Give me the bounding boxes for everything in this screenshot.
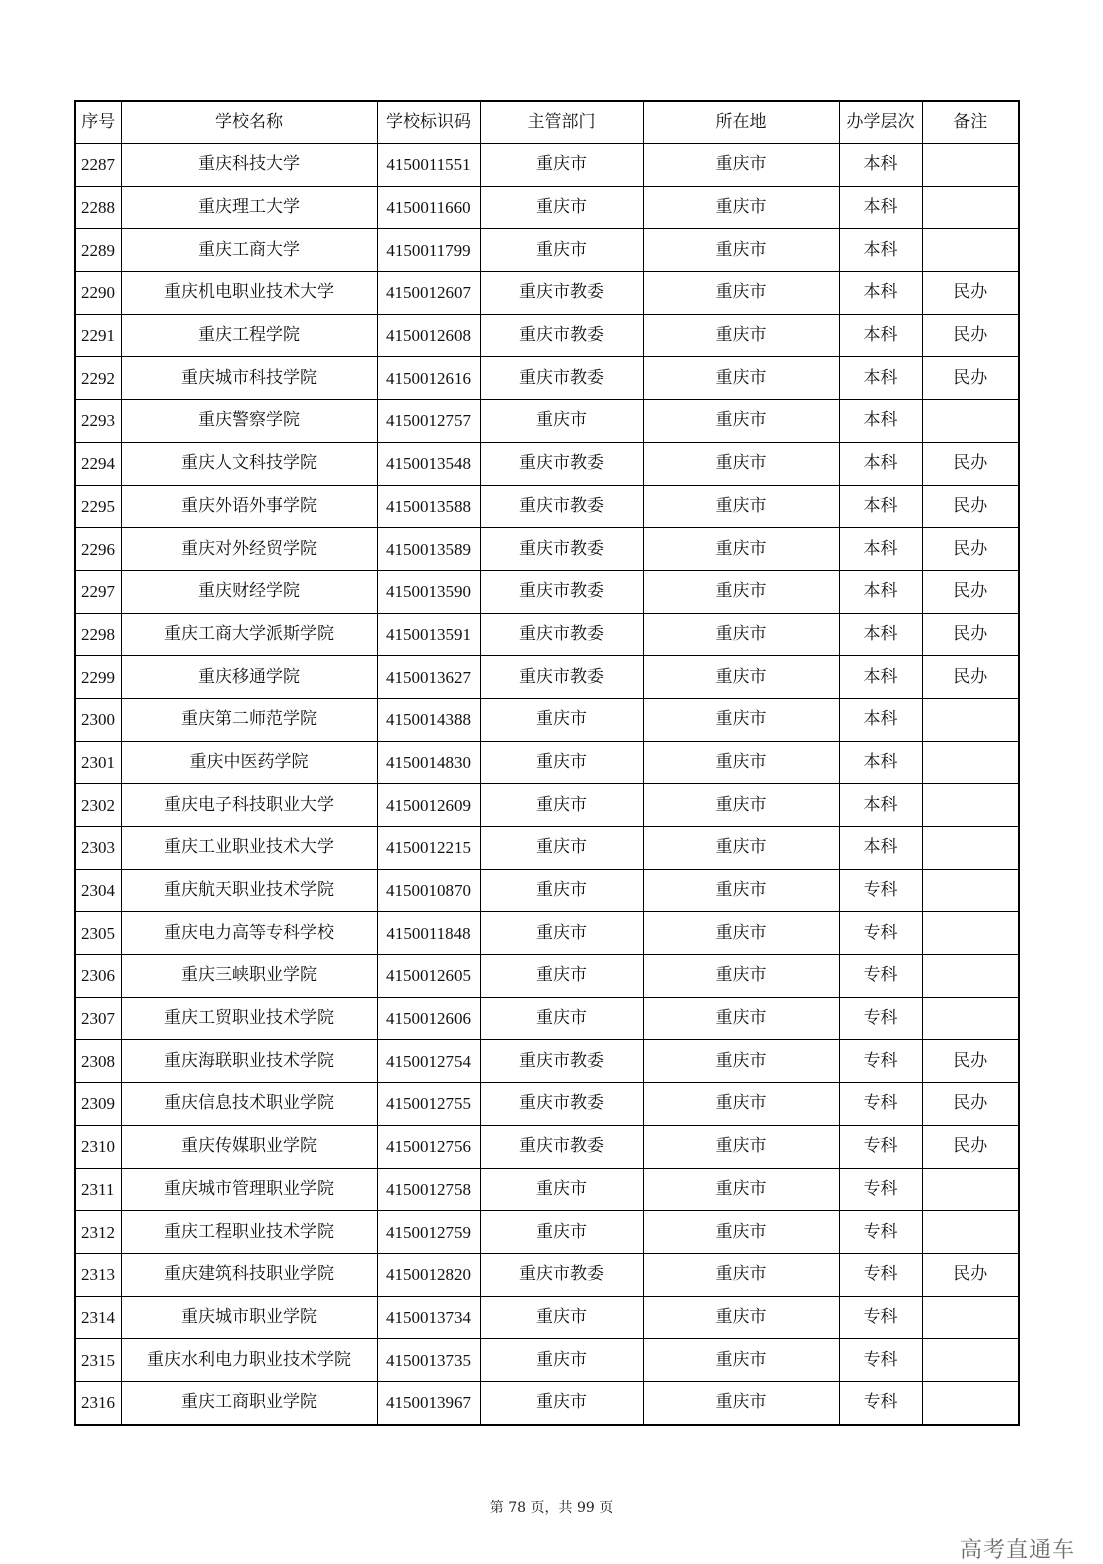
cell-level: 本科 — [839, 442, 922, 485]
cell-level: 本科 — [839, 741, 922, 784]
cell-location: 重庆市 — [643, 997, 839, 1040]
cell-location: 重庆市 — [643, 272, 839, 315]
cell-school-code: 4150012609 — [377, 784, 480, 827]
cell-remarks — [922, 784, 1019, 827]
cell-level: 专科 — [839, 1040, 922, 1083]
table-row — [75, 1168, 1019, 1211]
cell-authority: 重庆市 — [480, 1339, 643, 1382]
cell-school-code: 4150010870 — [377, 869, 480, 912]
cell-remarks: 民办 — [922, 485, 1019, 528]
cell-location: 重庆市 — [643, 1296, 839, 1339]
cell-school-name: 重庆建筑科技职业学院 — [121, 1253, 377, 1296]
cell-location: 重庆市 — [643, 144, 839, 187]
cell-index: 2308 — [75, 1040, 121, 1083]
cell-index: 2310 — [75, 1125, 121, 1168]
cell-index: 2296 — [75, 528, 121, 571]
cell-school-code: 4150012757 — [377, 400, 480, 443]
cell-school-code: 4150012215 — [377, 827, 480, 870]
cell-school-code: 4150012616 — [377, 357, 480, 400]
cell-school-code: 4150012605 — [377, 955, 480, 998]
cell-index: 2302 — [75, 784, 121, 827]
cell-authority: 重庆市 — [480, 186, 643, 229]
cell-level: 专科 — [839, 869, 922, 912]
cell-index: 2316 — [75, 1381, 121, 1424]
cell-index: 2289 — [75, 229, 121, 272]
cell-school-name: 重庆航天职业技术学院 — [121, 869, 377, 912]
table-row — [75, 357, 1019, 400]
table-row — [75, 1211, 1019, 1254]
cell-remarks — [922, 229, 1019, 272]
cell-school-name: 重庆信息技术职业学院 — [121, 1083, 377, 1126]
header-authority: 主管部门 — [480, 101, 643, 144]
table-header-row — [75, 101, 1019, 144]
cell-school-name: 重庆传媒职业学院 — [121, 1125, 377, 1168]
cell-school-code: 4150013590 — [377, 570, 480, 613]
cell-remarks — [922, 1296, 1019, 1339]
cell-level: 专科 — [839, 1381, 922, 1424]
cell-location: 重庆市 — [643, 1253, 839, 1296]
cell-location: 重庆市 — [643, 1125, 839, 1168]
cell-level: 专科 — [839, 1168, 922, 1211]
cell-index: 2309 — [75, 1083, 121, 1126]
cell-index: 2312 — [75, 1211, 121, 1254]
cell-school-name: 重庆工程学院 — [121, 314, 377, 357]
cell-index: 2290 — [75, 272, 121, 315]
cell-school-name: 重庆城市科技学院 — [121, 357, 377, 400]
cell-authority: 重庆市 — [480, 1381, 643, 1424]
cell-authority: 重庆市教委 — [480, 314, 643, 357]
table-row — [75, 997, 1019, 1040]
cell-index: 2292 — [75, 357, 121, 400]
cell-index: 2315 — [75, 1339, 121, 1382]
cell-authority: 重庆市教委 — [480, 656, 643, 699]
cell-school-name: 重庆电子科技职业大学 — [121, 784, 377, 827]
cell-remarks: 民办 — [922, 1253, 1019, 1296]
header-school-name: 学校名称 — [121, 101, 377, 144]
cell-school-name: 重庆工贸职业技术学院 — [121, 997, 377, 1040]
cell-index: 2307 — [75, 997, 121, 1040]
cell-location: 重庆市 — [643, 400, 839, 443]
table-body — [75, 144, 1019, 1425]
cell-school-name: 重庆移通学院 — [121, 656, 377, 699]
cell-level: 专科 — [839, 1339, 922, 1382]
table-row — [75, 827, 1019, 870]
cell-index: 2306 — [75, 955, 121, 998]
cell-school-name: 重庆三峡职业学院 — [121, 955, 377, 998]
cell-level: 本科 — [839, 144, 922, 187]
cell-school-code: 4150012608 — [377, 314, 480, 357]
cell-level: 本科 — [839, 698, 922, 741]
page-number: 第 78 页，共 99 页 — [489, 1500, 614, 1516]
cell-remarks — [922, 741, 1019, 784]
cell-level: 本科 — [839, 357, 922, 400]
cell-remarks — [922, 997, 1019, 1040]
cell-authority: 重庆市教委 — [480, 570, 643, 613]
cell-authority: 重庆市教委 — [480, 1083, 643, 1126]
cell-school-name: 重庆工商大学 — [121, 229, 377, 272]
cell-remarks — [922, 869, 1019, 912]
table-row — [75, 442, 1019, 485]
cell-school-name: 重庆工业职业技术大学 — [121, 827, 377, 870]
cell-location: 重庆市 — [643, 613, 839, 656]
table-row — [75, 314, 1019, 357]
cell-authority: 重庆市 — [480, 1296, 643, 1339]
table-row — [75, 869, 1019, 912]
cell-authority: 重庆市 — [480, 1168, 643, 1211]
cell-level: 专科 — [839, 1253, 922, 1296]
cell-school-name: 重庆水利电力职业技术学院 — [121, 1339, 377, 1382]
cell-location: 重庆市 — [643, 698, 839, 741]
cell-school-name: 重庆人文科技学院 — [121, 442, 377, 485]
cell-authority: 重庆市教委 — [480, 485, 643, 528]
table-row — [75, 613, 1019, 656]
header-school-code: 学校标识码 — [377, 101, 480, 144]
table-row — [75, 1381, 1019, 1424]
cell-remarks — [922, 1381, 1019, 1424]
table-row — [75, 570, 1019, 613]
cell-level: 本科 — [839, 485, 922, 528]
table-row — [75, 784, 1019, 827]
header-remarks: 备注 — [922, 101, 1019, 144]
cell-school-name: 重庆科技大学 — [121, 144, 377, 187]
cell-remarks — [922, 912, 1019, 955]
cell-authority: 重庆市 — [480, 400, 643, 443]
cell-school-code: 4150012606 — [377, 997, 480, 1040]
cell-authority: 重庆市 — [480, 741, 643, 784]
cell-authority: 重庆市 — [480, 1211, 643, 1254]
cell-authority: 重庆市教委 — [480, 613, 643, 656]
watermark: 高考直通车 — [959, 1538, 1075, 1563]
cell-level: 专科 — [839, 997, 922, 1040]
table-row — [75, 272, 1019, 315]
cell-school-name: 重庆海联职业技术学院 — [121, 1040, 377, 1083]
cell-location: 重庆市 — [643, 784, 839, 827]
header-index: 序号 — [75, 101, 121, 144]
cell-level: 本科 — [839, 827, 922, 870]
cell-location: 重庆市 — [643, 1339, 839, 1382]
cell-authority: 重庆市 — [480, 698, 643, 741]
cell-school-code: 4150013967 — [377, 1381, 480, 1424]
cell-location: 重庆市 — [643, 869, 839, 912]
cell-remarks — [922, 827, 1019, 870]
table-row — [75, 144, 1019, 187]
cell-authority: 重庆市教委 — [480, 272, 643, 315]
cell-remarks: 民办 — [922, 1040, 1019, 1083]
cell-remarks — [922, 698, 1019, 741]
table-row — [75, 912, 1019, 955]
cell-location: 重庆市 — [643, 1083, 839, 1126]
cell-index: 2294 — [75, 442, 121, 485]
cell-remarks: 民办 — [922, 1083, 1019, 1126]
cell-location: 重庆市 — [643, 1168, 839, 1211]
cell-index: 2287 — [75, 144, 121, 187]
cell-school-code: 4150012755 — [377, 1083, 480, 1126]
table-row — [75, 186, 1019, 229]
cell-school-name: 重庆工商职业学院 — [121, 1381, 377, 1424]
cell-school-name: 重庆城市职业学院 — [121, 1296, 377, 1339]
cell-level: 本科 — [839, 784, 922, 827]
cell-remarks: 民办 — [922, 314, 1019, 357]
cell-remarks: 民办 — [922, 613, 1019, 656]
cell-index: 2313 — [75, 1253, 121, 1296]
cell-level: 本科 — [839, 570, 922, 613]
cell-authority: 重庆市 — [480, 229, 643, 272]
cell-level: 专科 — [839, 1125, 922, 1168]
cell-index: 2295 — [75, 485, 121, 528]
cell-school-code: 4150013548 — [377, 442, 480, 485]
cell-authority: 重庆市 — [480, 144, 643, 187]
table-row — [75, 400, 1019, 443]
table-row — [75, 1296, 1019, 1339]
cell-school-name: 重庆城市管理职业学院 — [121, 1168, 377, 1211]
table-row — [75, 485, 1019, 528]
cell-location: 重庆市 — [643, 1211, 839, 1254]
cell-level: 本科 — [839, 314, 922, 357]
cell-index: 2303 — [75, 827, 121, 870]
cell-index: 2305 — [75, 912, 121, 955]
cell-level: 本科 — [839, 656, 922, 699]
cell-level: 本科 — [839, 186, 922, 229]
cell-school-name: 重庆电力高等专科学校 — [121, 912, 377, 955]
header-location: 所在地 — [643, 101, 839, 144]
cell-school-code: 4150012756 — [377, 1125, 480, 1168]
cell-index: 2288 — [75, 186, 121, 229]
cell-school-name: 重庆工程职业技术学院 — [121, 1211, 377, 1254]
cell-remarks — [922, 186, 1019, 229]
cell-location: 重庆市 — [643, 1381, 839, 1424]
cell-location: 重庆市 — [643, 186, 839, 229]
cell-remarks: 民办 — [922, 528, 1019, 571]
table-row — [75, 698, 1019, 741]
cell-level: 专科 — [839, 912, 922, 955]
cell-location: 重庆市 — [643, 827, 839, 870]
cell-school-name: 重庆工商大学派斯学院 — [121, 613, 377, 656]
cell-index: 2293 — [75, 400, 121, 443]
cell-authority: 重庆市 — [480, 784, 643, 827]
cell-remarks: 民办 — [922, 570, 1019, 613]
cell-school-code: 4150013589 — [377, 528, 480, 571]
cell-remarks: 民办 — [922, 357, 1019, 400]
cell-level: 专科 — [839, 1211, 922, 1254]
table-row — [75, 1040, 1019, 1083]
cell-index: 2300 — [75, 698, 121, 741]
cell-index: 2311 — [75, 1168, 121, 1211]
cell-level: 专科 — [839, 1296, 922, 1339]
cell-remarks — [922, 955, 1019, 998]
cell-index: 2297 — [75, 570, 121, 613]
cell-school-name: 重庆警察学院 — [121, 400, 377, 443]
cell-location: 重庆市 — [643, 1040, 839, 1083]
cell-school-name: 重庆第二师范学院 — [121, 698, 377, 741]
cell-remarks: 民办 — [922, 1125, 1019, 1168]
cell-school-code: 4150013588 — [377, 485, 480, 528]
cell-location: 重庆市 — [643, 912, 839, 955]
cell-remarks — [922, 1211, 1019, 1254]
cell-level: 专科 — [839, 955, 922, 998]
cell-authority: 重庆市教委 — [480, 1125, 643, 1168]
cell-school-code: 4150014830 — [377, 741, 480, 784]
cell-authority: 重庆市 — [480, 869, 643, 912]
cell-level: 本科 — [839, 400, 922, 443]
cell-location: 重庆市 — [643, 485, 839, 528]
cell-authority: 重庆市 — [480, 912, 643, 955]
cell-school-code: 4150011551 — [377, 144, 480, 187]
cell-index: 2299 — [75, 656, 121, 699]
cell-level: 本科 — [839, 272, 922, 315]
cell-authority: 重庆市教委 — [480, 1040, 643, 1083]
cell-school-code: 4150013734 — [377, 1296, 480, 1339]
cell-location: 重庆市 — [643, 570, 839, 613]
cell-school-code: 4150013627 — [377, 656, 480, 699]
table-row — [75, 229, 1019, 272]
cell-location: 重庆市 — [643, 357, 839, 400]
cell-location: 重庆市 — [643, 229, 839, 272]
cell-level: 本科 — [839, 613, 922, 656]
cell-level: 本科 — [839, 528, 922, 571]
cell-school-code: 4150014388 — [377, 698, 480, 741]
cell-authority: 重庆市 — [480, 955, 643, 998]
cell-school-name: 重庆理工大学 — [121, 186, 377, 229]
table-row — [75, 955, 1019, 998]
table-row — [75, 528, 1019, 571]
cell-remarks: 民办 — [922, 656, 1019, 699]
cell-school-name: 重庆财经学院 — [121, 570, 377, 613]
cell-authority: 重庆市教委 — [480, 442, 643, 485]
cell-location: 重庆市 — [643, 314, 839, 357]
cell-index: 2314 — [75, 1296, 121, 1339]
cell-location: 重庆市 — [643, 955, 839, 998]
cell-remarks — [922, 1168, 1019, 1211]
cell-authority: 重庆市教委 — [480, 357, 643, 400]
cell-authority: 重庆市 — [480, 827, 643, 870]
cell-index: 2304 — [75, 869, 121, 912]
cell-school-name: 重庆机电职业技术大学 — [121, 272, 377, 315]
cell-location: 重庆市 — [643, 741, 839, 784]
header-level: 办学层次 — [839, 101, 922, 144]
table-row — [75, 656, 1019, 699]
cell-remarks — [922, 1339, 1019, 1382]
cell-school-code: 4150013591 — [377, 613, 480, 656]
cell-index: 2301 — [75, 741, 121, 784]
cell-remarks — [922, 144, 1019, 187]
cell-school-name: 重庆中医药学院 — [121, 741, 377, 784]
table-row — [75, 1083, 1019, 1126]
cell-school-code: 4150012758 — [377, 1168, 480, 1211]
table-row — [75, 1125, 1019, 1168]
cell-school-code: 4150011660 — [377, 186, 480, 229]
cell-school-code: 4150012759 — [377, 1211, 480, 1254]
cell-location: 重庆市 — [643, 528, 839, 571]
table-row — [75, 1253, 1019, 1296]
cell-remarks: 民办 — [922, 272, 1019, 315]
cell-school-code: 4150013735 — [377, 1339, 480, 1382]
school-list-table — [74, 100, 1020, 1426]
cell-school-code: 4150011799 — [377, 229, 480, 272]
cell-authority: 重庆市教委 — [480, 1253, 643, 1296]
cell-school-name: 重庆对外经贸学院 — [121, 528, 377, 571]
table-row — [75, 741, 1019, 784]
cell-school-name: 重庆外语外事学院 — [121, 485, 377, 528]
cell-index: 2298 — [75, 613, 121, 656]
cell-location: 重庆市 — [643, 656, 839, 699]
cell-school-code: 4150012607 — [377, 272, 480, 315]
cell-location: 重庆市 — [643, 442, 839, 485]
cell-remarks: 民办 — [922, 442, 1019, 485]
cell-level: 专科 — [839, 1083, 922, 1126]
cell-school-code: 4150011848 — [377, 912, 480, 955]
cell-school-code: 4150012820 — [377, 1253, 480, 1296]
cell-authority: 重庆市 — [480, 997, 643, 1040]
cell-index: 2291 — [75, 314, 121, 357]
cell-level: 本科 — [839, 229, 922, 272]
table-row — [75, 1339, 1019, 1382]
cell-authority: 重庆市教委 — [480, 528, 643, 571]
cell-remarks — [922, 400, 1019, 443]
cell-school-code: 4150012754 — [377, 1040, 480, 1083]
